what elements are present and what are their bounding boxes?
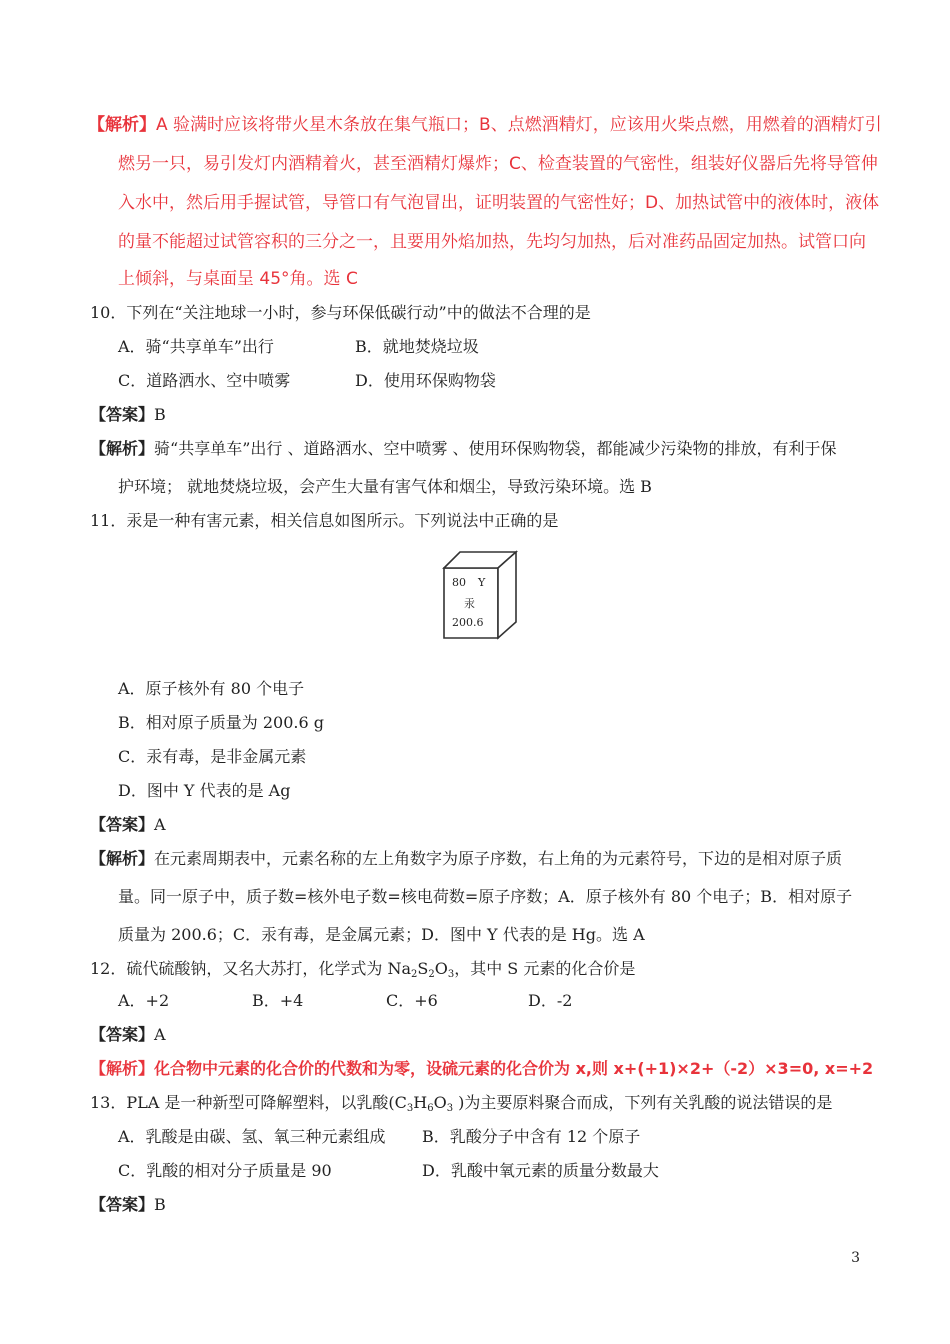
q12-option-a: A．+2	[118, 991, 170, 1010]
q12-option-b: B．+4	[252, 991, 304, 1010]
element-name: 汞	[464, 597, 475, 610]
q9-explanation-line-4: 的量不能超过试管容积的三分之一，且要用外焰加热，先均匀加热，后对准药品固定加热。试管口向	[118, 232, 866, 252]
q9-explanation-line-2: 燃另一只，易引发灯内酒精着火，甚至酒精灯爆炸；C、检查装置的气密性，组装好仪器后先将导管伸	[118, 154, 878, 174]
q9-explanation-line-3: 入水中，然后用手握试管，导管口有气泡冒出，证明装置的气密性好；D、加热试管中的液体时，液体	[118, 193, 880, 213]
explanation-tag: 【解析】	[88, 115, 156, 135]
q12-stem: 12．硫代硫酸钠，又名大苏打，化学式为 $Na_2S_2O_3$，其中 S 元素的化合价是	[90, 959, 636, 980]
q10-option-a: A．骑“共享单车”出行	[118, 337, 274, 356]
q11-explanation-line-2: 量。同一原子中，质子数=核外电子数=核电荷数=原子序数；A．原子核外有 80 个电子；B．相对原子	[118, 887, 853, 906]
q11-explanation-line-3: 质量为 200.6；C．汞有毒，是金属元素；D．图中 Y 代表的是 Hg。选 A	[118, 925, 645, 944]
element-atomic-number: 80	[452, 576, 466, 589]
q9-explanation-line-1: 【解析】A 验满时应该将带火星木条放在集气瓶口；B、点燃酒精灯，应该用火柴点燃，用燃着的酒精灯引	[88, 115, 882, 135]
q13-answer: 【答案】B	[90, 1195, 166, 1214]
q11-explanation-line-1: 【解析】在元素周期表中，元素名称的左上角数字为原子序数，右上角的为元素符号，下边的是相对原子质	[90, 849, 843, 868]
q11-option-a: A．原子核外有 80 个电子	[118, 679, 305, 698]
q13-option-c: C．乳酸的相对分子质量是 90	[118, 1161, 332, 1180]
element-symbol: Y	[478, 576, 486, 589]
q11-option-c: C．汞有毒，是非金属元素	[118, 747, 307, 766]
q12-option-d: D．-2	[528, 991, 573, 1010]
q11-answer: 【答案】A	[90, 815, 166, 834]
element-card-figure	[440, 546, 520, 642]
q11-stem: 11．汞是一种有害元素，相关信息如图所示。下列说法中正确的是	[90, 511, 559, 530]
element-atomic-mass: 200.6	[452, 616, 484, 629]
q9-explanation-line-5: 上倾斜，与桌面呈 45°角。选 C	[118, 269, 358, 289]
q10-stem: 10．下列在“关注地球一小时，参与环保低碳行动”中的做法不合理的是	[90, 303, 591, 322]
q13-option-a: A．乳酸是由碳、氢、氧三种元素组成	[118, 1127, 386, 1146]
q10-option-c: C．道路洒水、空中喷雾	[118, 371, 291, 390]
q10-option-b: B．就地焚烧垃圾	[355, 337, 479, 356]
q12-option-c: C．+6	[386, 991, 438, 1010]
q12-answer: 【答案】A	[90, 1025, 166, 1044]
q11-option-b: B．相对原子质量为 200.6 g	[118, 713, 324, 732]
q10-answer: 【答案】B	[90, 405, 166, 424]
page-number: 3	[851, 1250, 860, 1266]
q13-option-d: D．乳酸中氧元素的质量分数最大	[422, 1161, 659, 1180]
q12-explanation: 【解析】化合物中元素的化合价的代数和为零，设硫元素的化合价为 x,则 x+(+1)×2+（-2）×3=0, x=+2	[90, 1059, 874, 1078]
q11-option-d: D．图中 Y 代表的是 Ag	[118, 781, 291, 800]
q13-stem: 13．PLA 是一种新型可降解塑料，以乳酸($C_3H_6O_3$ )为主要原料聚合而成，下列有关乳酸的说法错误的是	[90, 1093, 833, 1114]
q10-option-d: D．使用环保购物袋	[355, 371, 496, 390]
q10-explanation-line-1: 【解析】骑“共享单车”出行 、道路洒水、空中喷雾 、使用环保购物袋，都能减少污染物的排放，有利于保	[90, 439, 837, 458]
q13-option-b: B．乳酸分子中含有 12 个原子	[422, 1127, 641, 1146]
q10-explanation-line-2: 护环境； 就地焚烧垃圾，会产生大量有害气体和烟尘，导致污染环境。选 B	[118, 477, 652, 496]
